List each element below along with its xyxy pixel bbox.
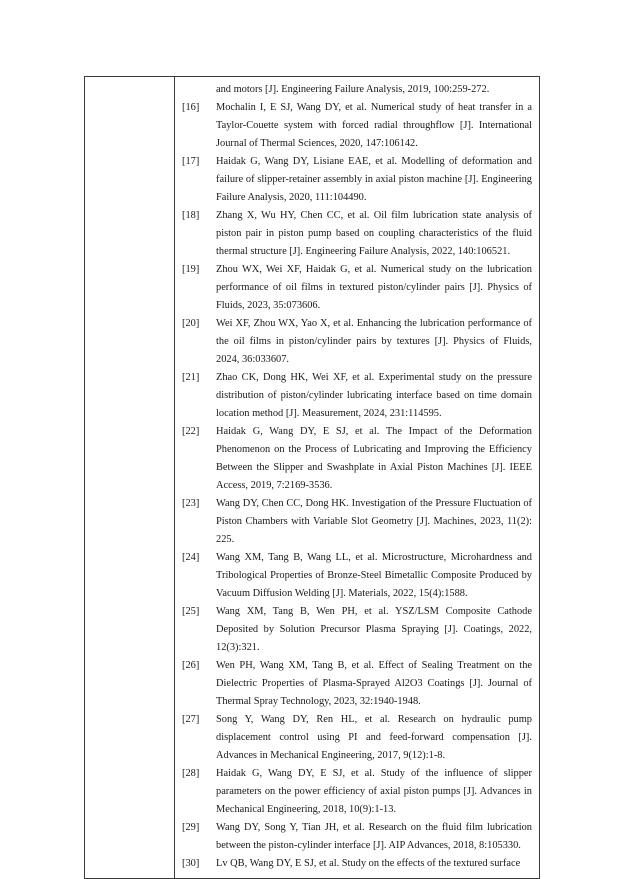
reference-number: [18] [182, 210, 200, 221]
reference-number: [29] [182, 822, 200, 833]
reference-number: [22] [182, 426, 200, 437]
reference-text: Wen PH, Wang XM, Tang B, et al. Effect of Sealing Treatment on the Dielectric Properties of Plasma-Sprayed Al2O3 Coatings [J]. Journal of Thermal Spray Technology, 2023, 32:1940-1948. [216, 660, 532, 707]
reference-entry-23 [182, 495, 532, 549]
reference-number: [30] [182, 858, 200, 869]
reference-text: Song Y, Wang DY, Ren HL, et al. Research on hydraulic pump displacement control using PI and feed-forward compensation [J]. Advances in Mechanical Engineering, 2017, 9(12):1-8. [216, 714, 532, 761]
reference-text: Zhao CK, Dong HK, Wei XF, et al. Experimental study on the pressure distribution of piston/cylinder lubricating interface based on time domain location method [J]. Measurement, 2024, 231:114595. [216, 372, 532, 419]
reference-entry-24 [182, 549, 532, 603]
reference-number: [23] [182, 498, 200, 509]
reference-text: Mochalin I, E SJ, Wang DY, et al. Numerical study of heat transfer in a Taylor-Couette system with forced radial throughflow [J]. International Journal of Thermal Sciences, 2020, 147:106142. [216, 102, 532, 149]
reference-number: [24] [182, 552, 200, 563]
reference-entry-25 [182, 603, 532, 657]
reference-number: [19] [182, 264, 200, 275]
reference-number: [28] [182, 768, 200, 779]
reference-entry-27 [182, 711, 532, 765]
reference-entry-21 [182, 369, 532, 423]
reference-number: [17] [182, 156, 200, 167]
reference-text: Wei XF, Zhou WX, Yao X, et al. Enhancing the lubrication performance of the oil films in piston/cylinder pairs by textures [J]. Physics of Fluids, 2024, 36:033607. [216, 318, 532, 365]
reference-entry-28 [182, 765, 532, 819]
reference-entry-22 [182, 423, 532, 495]
reference-text: Haidak G, Wang DY, E SJ, et al. Study of the influence of slipper parameters on the power efficiency of axial piston pumps [J]. Advances in Mechanical Engineering, 2018, 10(9):1-13. [216, 768, 532, 815]
references-column-cell [175, 77, 540, 879]
reference-number: [25] [182, 606, 200, 617]
reference-entry-19 [182, 261, 532, 315]
reference-entry-16 [182, 99, 532, 153]
reference-text: Lv QB, Wang DY, E SJ, et al. Study on the effects of the textured surface [216, 858, 521, 869]
reference-text: Wang XM, Tang B, Wang LL, et al. Microstructure, Microhardness and Tribological Properties of Bronze-Steel Bimetallic Composite Produced by Vacuum Diffusion Welding [J]. Materials, 2022, 15(4):1588. [216, 552, 532, 599]
reference-number: [16] [182, 102, 200, 113]
reference-entry-18 [182, 207, 532, 261]
reference-text: Wang XM, Tang B, Wen PH, et al. YSZ/LSM Composite Cathode Deposited by Solution Precursor Plasma Spraying [J]. Coatings, 2022, 12(3):321. [216, 606, 532, 653]
reference-text: Zhang X, Wu HY, Chen CC, et al. Oil film lubrication state analysis of piston pair in piston pump based on coupling characteristics of the fluid thermal structure [J]. Engineering Failure Analysis, 2022, 140:106521. [216, 210, 532, 257]
table-row [85, 77, 540, 879]
reference-number: [20] [182, 318, 200, 329]
continuation-line: and motors [J]. Engineering Failure Analysis, 2019, 100:259-272. [216, 84, 490, 95]
reference-number: [26] [182, 660, 200, 671]
reference-number: [21] [182, 372, 200, 383]
reference-text: Haidak G, Wang DY, E SJ, et al. The Impact of the Deformation Phenomenon on the Process of Lubricating and Improving the Efficiency Between the Slipper and Swashplate in Axial Piston Machines [J]. IEEE Access, 2019, 7:2169-3536. [216, 426, 532, 491]
reference-entry-29 [182, 819, 532, 855]
reference-text: Haidak G, Wang DY, Lisiane EAE, et al. Modelling of deformation and failure of slipper-retainer assembly in axial piston machine [J]. Engineering Failure Analysis, 2020, 111:104490. [216, 156, 532, 203]
reference-entry-26 [182, 657, 532, 711]
references-table [84, 76, 540, 879]
reference-text: Wang DY, Song Y, Tian JH, et al. Research on the fluid film lubrication between the piston-cylinder interface [J]. AIP Advances, 2018, 8:105330. [216, 822, 532, 851]
reference-entry-30 [182, 855, 532, 873]
reference-text: Wang DY, Chen CC, Dong HK. Investigation of the Pressure Fluctuation of Piston Chambers with Variable Slot Geometry [J]. Machines, 2023, 11(2): 225. [216, 498, 532, 545]
empty-left-column-cell [85, 77, 175, 879]
reference-number: [27] [182, 714, 200, 725]
references-body [175, 77, 539, 878]
reference-entry-20 [182, 315, 532, 369]
reference-text: Zhou WX, Wei XF, Haidak G, et al. Numerical study on the lubrication performance of oil films in textured piston/cylinder pairs [J]. Physics of Fluids, 2023, 35:073606. [216, 264, 532, 311]
reference-entry-17 [182, 153, 532, 207]
